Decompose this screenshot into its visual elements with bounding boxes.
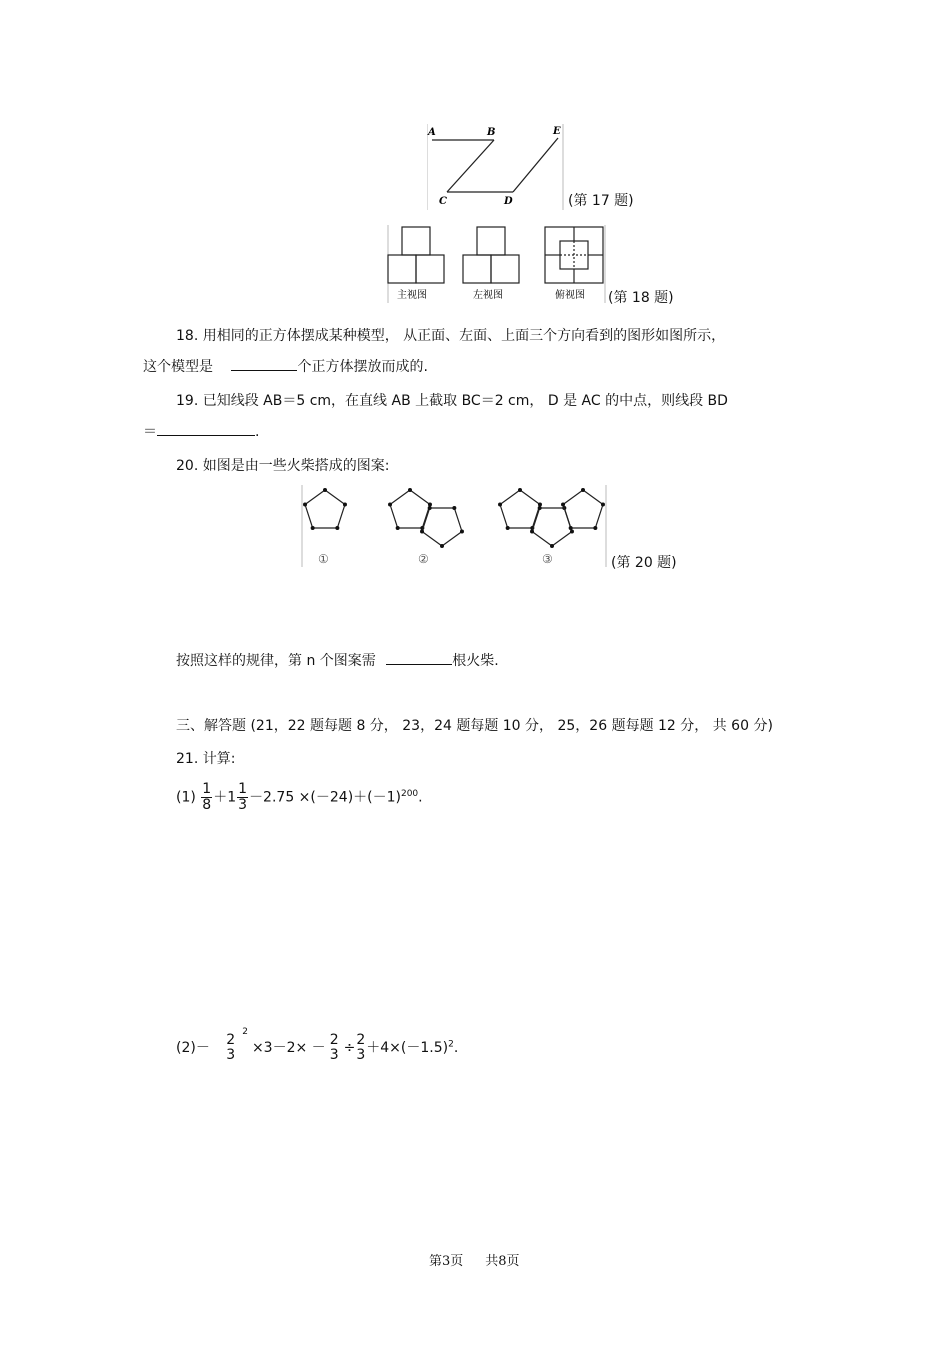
match-joint xyxy=(323,488,327,492)
caption-18: (第 18 题) xyxy=(608,290,674,306)
match-joint xyxy=(408,488,412,492)
q18-line2-post: 个正方体摆放而成的. xyxy=(297,359,428,375)
view-label-front: 主视图 xyxy=(397,290,427,301)
period: . xyxy=(418,789,423,806)
match-joint xyxy=(420,529,424,533)
q20-followup-post: 根火柴. xyxy=(452,653,499,669)
match-joint xyxy=(388,503,392,507)
match-joint xyxy=(428,506,432,510)
exponent-200: 200 xyxy=(400,788,419,799)
caption-20: (第 20 题) xyxy=(611,555,677,571)
q20-answer-blank[interactable] xyxy=(386,650,452,665)
pattern-label-3: ③ xyxy=(542,552,553,566)
q21-part1 xyxy=(176,782,423,813)
q20-text: 20. 如图是由一些火柴搭成的图案: xyxy=(176,458,390,474)
exponent-2-a: 2 xyxy=(242,1027,248,1037)
match-joint xyxy=(428,503,432,507)
left-view xyxy=(463,227,519,283)
segment-bc xyxy=(447,140,494,192)
caption-17: (第 17 题) xyxy=(568,193,634,209)
fraction-2-3-b: 2 3 xyxy=(329,1032,339,1063)
q19-line2-pre: ＝ xyxy=(143,424,157,440)
figure-20 xyxy=(300,485,610,567)
period: . xyxy=(453,1040,459,1056)
match-joint xyxy=(569,526,573,530)
match-joint xyxy=(530,529,534,533)
match-joint xyxy=(460,529,464,533)
q21-part2-label: (2)－ xyxy=(176,1040,210,1056)
label-e: E xyxy=(553,126,561,137)
q21-title: 21. 计算: xyxy=(176,751,236,767)
match-joint xyxy=(550,544,554,548)
pattern-1-pentagon xyxy=(305,490,345,528)
match-joint xyxy=(518,488,522,492)
pattern-label-1: ① xyxy=(318,552,329,566)
match-joint xyxy=(506,526,510,530)
segment-de xyxy=(513,138,558,192)
view-label-top: 俯视图 xyxy=(555,290,585,301)
match-joint xyxy=(561,503,565,507)
match-joint xyxy=(440,544,444,548)
top-view xyxy=(545,227,603,283)
front-view xyxy=(388,227,444,283)
label-a: A xyxy=(428,127,436,138)
q19-line2 xyxy=(143,421,259,441)
fraction-2-3-c: 2 3 xyxy=(356,1032,366,1063)
view-label-left: 左视图 xyxy=(473,290,503,301)
q20-followup xyxy=(176,650,499,670)
match-joint xyxy=(311,526,315,530)
page-number: 第3页 xyxy=(429,1254,464,1269)
page-footer xyxy=(429,1250,520,1269)
match-joint xyxy=(343,503,347,507)
q18-line1: 18. 用相同的正方体摆成某种模型， 从正面、左面、上面三个方向看到的图形如图所示， xyxy=(176,328,726,344)
q21-part1-label: (1) xyxy=(176,789,196,806)
pattern-2-pentagon-b xyxy=(422,508,462,546)
label-d: D xyxy=(504,196,513,207)
q18-line2-pre: 这个模型是 xyxy=(143,359,213,375)
match-joint xyxy=(335,526,339,530)
match-joint xyxy=(452,506,456,510)
page-total: 共8页 xyxy=(485,1254,520,1269)
match-joint xyxy=(303,503,307,507)
match-joint xyxy=(538,506,542,510)
pattern-3-pentagon-a xyxy=(500,490,540,528)
q21-part1-rest: －2.75 ×(－24)＋(－1) xyxy=(249,789,401,806)
q20-followup-pre: 按照这样的规律，第 n 个图案需 xyxy=(176,653,376,669)
q21-part2-rest: ＋4×(－1.5) xyxy=(366,1040,449,1056)
pattern-2-pentagon-a xyxy=(390,490,430,528)
label-b: B xyxy=(487,127,496,138)
match-joint xyxy=(570,529,574,533)
exponent-2-b: 2 xyxy=(448,1039,454,1050)
pattern-3-pentagon-c xyxy=(563,490,603,528)
q19-line2-post: . xyxy=(255,424,260,440)
q21-part2 xyxy=(176,1027,458,1063)
match-joint xyxy=(593,526,597,530)
section-3-title: 三、解答题 (21，22 题每题 8 分， 23，24 题每题 10 分， 25，26 题每题 12 分， 共 60 分) xyxy=(176,718,773,734)
fraction-2-3-a: 2 3 xyxy=(226,1032,236,1063)
plus-one: ＋1 xyxy=(213,789,237,806)
match-joint xyxy=(498,503,502,507)
match-joint xyxy=(601,503,605,507)
match-joint xyxy=(396,526,400,530)
fraction-1-3: $\frac{1}{3}$ xyxy=(238,781,248,813)
figure-17 xyxy=(427,124,567,210)
q19-line1: 19. 已知线段 AB＝5 cm，在直线 AB 上截取 BC＝2 cm， D 是 AC 的中点，则线段 BD xyxy=(176,393,728,409)
q21-part2-mid: ×3－2× － xyxy=(251,1040,326,1056)
label-c: C xyxy=(439,196,447,207)
figure-18 xyxy=(387,225,607,303)
q19-answer-blank[interactable] xyxy=(157,421,255,436)
divide-sign: ÷ xyxy=(343,1040,356,1056)
pattern-label-2: ② xyxy=(418,552,429,566)
q18-answer-blank[interactable] xyxy=(231,356,297,371)
match-joint xyxy=(538,503,542,507)
q18-line2 xyxy=(143,356,428,376)
match-joint xyxy=(581,488,585,492)
fraction-1-8: $\frac{1}{8}$ xyxy=(202,781,212,813)
